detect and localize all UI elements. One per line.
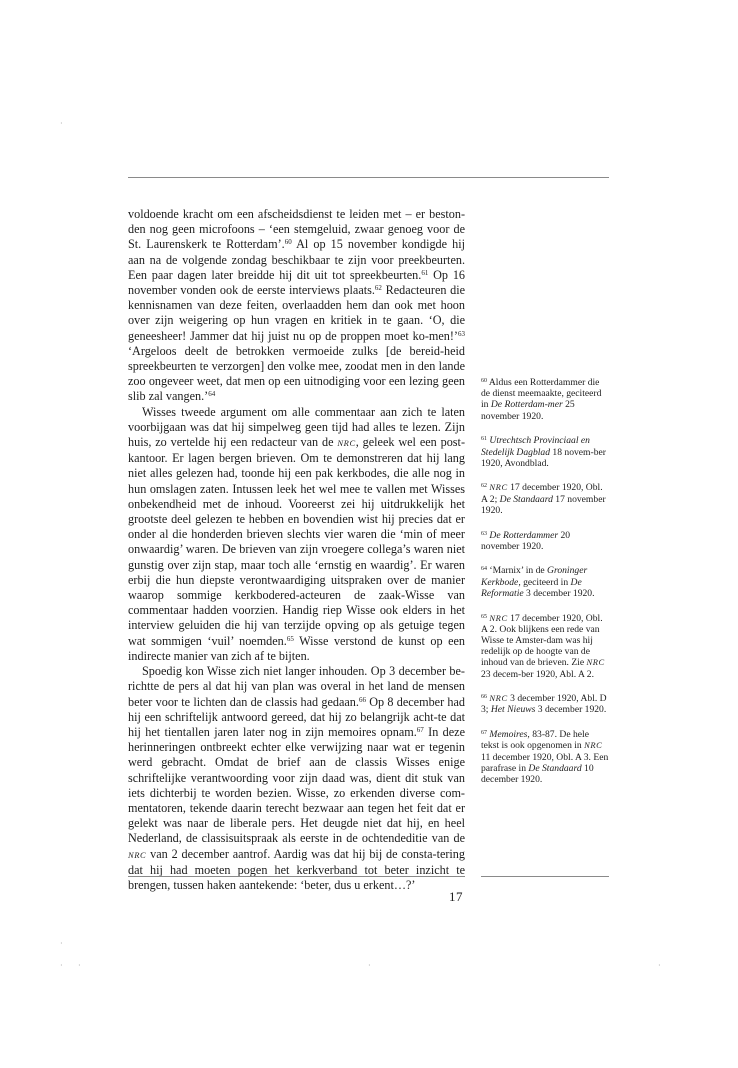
p1-text: ‘Argeloos deelt de betrokken vermoeide zulks [de bereid-heid spreekbeurten te verzorgen] den volke mee, zoodat men in den lande zoo ongeveer weet, dat men op een uitnodiging voor een lezing geen slib zal vangen.’ xyxy=(128,343,465,404)
page-number: 17 xyxy=(449,889,463,904)
footnote-number: 63 xyxy=(481,530,487,537)
crop-mark: · xyxy=(60,939,63,948)
footnote-source-title: Memoires xyxy=(489,729,528,741)
footnotes-column xyxy=(481,377,609,799)
footnote-number: 64 xyxy=(481,566,487,573)
header-rule xyxy=(128,177,609,178)
p2-text: , geleek wel een post-kantoor. Er lagen bergen brieven. Om te demonstreren dat hij lang niet alles gelezen had, toonde hij een pak kerkbodes, die alle nog in hun omslagen zaten. Intussen leek het wel mee te vallen met Wisses onbekendheid met de inhoud. Vooreerst zei hij uitdrukkelijk het grootste deel gelezen te hebben en bovendien wist hij precies dat er onder al die honderden brieven slechts vier waren die ‘min of meer onwaardig’ waren. De brieven van zijn vroegere collega’s waren niet gunstig over zijn stap, maar toch alle ‘ernstig en waardig’. Er waren erbij die hun diepste verontwaardiging uitspraken over de manier waarop sommige kerkbodered-acteuren de zaak-Wisse van commentaar hadden voorzien. Handig riep Wisse ook elders in het interview geluiden die hij van terzijde opving op als getuige tegen wat sommigen ‘vuil’ noemden. xyxy=(128,435,465,648)
footnote-64 xyxy=(481,565,609,599)
footnote-text: 3 december 1920. xyxy=(535,704,607,716)
footnote-text: 23 decem-ber 1920, Abl. A 2. xyxy=(481,668,594,680)
footnote-ref-63[interactable]: 63 xyxy=(458,329,465,338)
footer-rule-notes xyxy=(481,876,609,877)
footnote-text: 20 november 1920. xyxy=(481,529,571,552)
paragraph-1 xyxy=(128,207,465,405)
footnote-60 xyxy=(481,377,609,422)
footnote-62 xyxy=(481,482,609,516)
nrc-abbr: NRC xyxy=(337,438,356,449)
nrc-abbr: NRC xyxy=(489,612,508,623)
footnote-text: 10 december 1920. xyxy=(481,762,594,785)
footnote-source-title: De Reformatie xyxy=(481,576,582,599)
paragraph-3 xyxy=(128,664,465,893)
footnote-text: ‘Marnix’ in de xyxy=(487,565,548,577)
footnote-number: 61 xyxy=(481,436,487,443)
p3-text: Spoedig kon Wisse zich niet langer inhouden. Op 3 december be-richtte de pers al dat hij van plan was overal in het land de mensen beter voor te lichten dan de classis had gedaan. xyxy=(128,664,465,709)
crop-mark: · xyxy=(60,119,63,128)
footnote-text: 11 december 1920, Obl. A 3. Een parafrase in xyxy=(481,751,609,774)
paragraph-2 xyxy=(128,405,465,664)
p1-text: Al op 15 november kondigde hij aan na de volgende zondag beschikbaar te zijn voor preekbeurten. Een paar dagen later breidde hij dit uit tot spreekbeurten. xyxy=(128,237,465,282)
footnote-63 xyxy=(481,530,609,552)
footnote-source-title: De Rotterdam-mer xyxy=(490,399,563,411)
p2-text: Wisses tweede argument om alle commentaar aan zich te laten voorbijgaan was dat hij simpelweg geen tijd had alles te lezen. Zijn huis, zo vertelde hij een redacteur van de xyxy=(128,404,465,450)
crop-mark: · xyxy=(658,961,661,970)
footnote-number: 62 xyxy=(481,483,487,490)
footnote-number: 60 xyxy=(481,378,487,384)
footnote-number: 66 xyxy=(481,694,487,701)
p3-text: Op 8 december had hij een schriftelijk antwoord gereed, dat hij zo belangrijk acht-te dat hij het tientallen jaren later nog in zijn memoires opnam. xyxy=(128,694,466,739)
footnote-66 xyxy=(481,693,609,715)
footnote-text: , geciteerd in xyxy=(518,576,571,588)
crop-mark: · xyxy=(368,961,371,970)
footnote-ref-65[interactable]: 65 xyxy=(286,634,294,643)
nrc-abbr: NRC xyxy=(586,657,605,668)
footnote-source-title: Groninger Kerkbode xyxy=(481,565,588,588)
crop-mark: · xyxy=(78,961,81,970)
p1-text: Op 16 november vonden ook de eerste interviews plaats. xyxy=(128,267,466,298)
footnote-text: 3 december 1920. xyxy=(523,587,595,599)
footnote-ref-66[interactable]: 66 xyxy=(358,695,366,704)
footnote-source-title: De Standaard xyxy=(528,762,582,774)
footnote-source-title: Utrechtsch Provinciaal en Stedelijk Dagblad xyxy=(481,435,590,458)
footnote-text: 17 november 1920. xyxy=(481,493,606,516)
p1-text: voldoende kracht om een afscheidsdienst te leiden met – er beston-den nog geen microfoons – ‘een stemgeluid, zwaar genoeg voor de St. Laurenskerk te Rotterdam’. xyxy=(128,207,465,252)
footnote-number: 67 xyxy=(481,730,487,737)
footer-rule-main xyxy=(128,876,465,877)
footnote-ref-61[interactable]: 61 xyxy=(421,268,429,277)
main-text-column xyxy=(128,207,465,893)
nrc-abbr: NRC xyxy=(128,849,147,860)
footnote-source-title: Het Nieuws xyxy=(490,704,536,716)
footnote-61 xyxy=(481,435,609,469)
footnote-text: 3 december 1920, Abl. D 3; xyxy=(481,693,607,716)
footnote-text: 18 novem-ber 1920, Avondblad. xyxy=(481,446,606,469)
p3-text: In deze herinneringen ontbreekt echter elke verwijzing naar wat er tegenin werd gebracht. Omdat de brief aan de classis Wisses enige schriftelijke verantwoording voor zijn daad was, dient dit stuk van iets dichterbij te worden bezien. Wisse, zo erkenden diverse com-mentatoren, tekende daarin terecht bezwaar aan tegen het feit dat er gelekt was naar de liberale pers. Het deugde niet dat hij, en heel Nederland, de classisuitspraak als eerste in de ochtendeditie van de xyxy=(128,724,465,846)
footnote-text: 17 december 1920, Obl. A 2; xyxy=(481,482,603,505)
footnote-ref-60[interactable]: 60 xyxy=(284,238,292,247)
p2-text: Wisse verstond de kunst op een indirecte manier van zich af te bijten. xyxy=(128,633,465,663)
nrc-abbr: NRC xyxy=(489,693,508,704)
footnote-ref-64[interactable]: 64 xyxy=(208,390,216,399)
p3-text: van 2 december aantrof. Aardig was dat hij bij de consta-tering dat hij had moeten pogen het kerkverband tot beter inzicht te brengen, tussen haken aantekende: ‘beter, dus u erkent…?’ xyxy=(128,846,465,892)
footnote-67 xyxy=(481,729,609,785)
footnote-text: 17 december 1920, Obl. A 2. Ook blijkens een rede van Wisse te Amster-dam was hij redelijk op de hoogte van de inhoud van de brieven. Zie xyxy=(481,612,603,669)
footnote-ref-62[interactable]: 62 xyxy=(374,284,382,293)
footnote-source-title: De Rotterdammer xyxy=(489,529,559,541)
p1-text: Redacteuren die kennisnamen van deze feiten, overlaadden hem dan ook met hoon over zijn weigering op hun vragen en kritiek in te gaan. ‘O, die geneesheer! Jammer dat hij juist nu op de proppen moet ko-men!’ xyxy=(128,283,465,343)
crop-mark: · xyxy=(60,961,63,970)
footnote-ref-67[interactable]: 67 xyxy=(416,725,424,734)
footnote-number: 65 xyxy=(481,613,487,620)
footnote-source-title: De Standaard xyxy=(499,493,553,505)
nrc-abbr: NRC xyxy=(584,740,603,751)
footnote-65 xyxy=(481,613,609,680)
nrc-abbr: NRC xyxy=(489,482,508,493)
footnote-text: , 83-87. De hele tekst is ook opgenomen in xyxy=(481,729,589,752)
footnote-text: Aldus een Rotterdammer die de dienst meemaakte, geciteerd in xyxy=(481,377,602,411)
footnote-text: 25 november 1920. xyxy=(481,399,575,422)
